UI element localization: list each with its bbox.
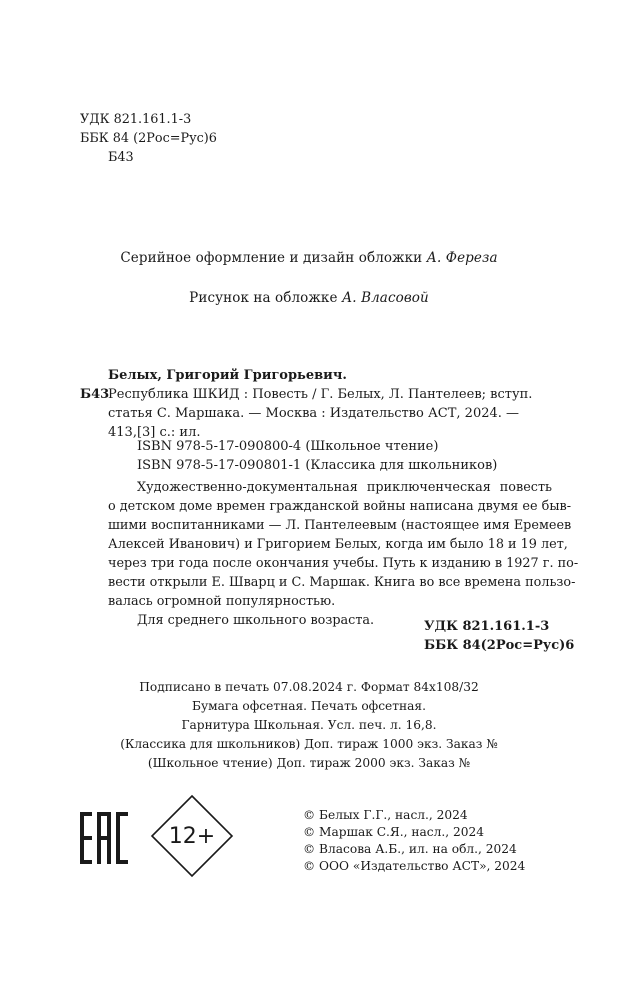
bbk-code: ББК 84 (2Рос=Рус)6 xyxy=(80,131,217,146)
isbn-school: ISBN 978-5-17-090800-4 (Школьное чтение) xyxy=(137,439,439,454)
copyright-line: © Власова А.Б., ил. на обл., 2024 xyxy=(303,842,517,856)
age-rating-label: 12+ xyxy=(168,823,216,849)
eac-mark-icon xyxy=(80,812,128,864)
imprint-line: Подписано в печать 07.08.2024 г. Формат 84х108/32 xyxy=(139,680,479,694)
design-credit-label: Серийное оформление и дизайн обложки xyxy=(120,250,423,266)
annotation-line: Алексей Иванович) и Григорием Белых, когда им было 18 и 19 лет, xyxy=(108,537,568,552)
copyright-line: © Белых Г.Г., насл., 2024 xyxy=(303,808,468,822)
author-mark: Б43 xyxy=(108,150,134,165)
age-note: Для среднего школьного возраста. xyxy=(137,613,375,628)
bib-line: Республика ШКИД : Повесть / Г. Белых, Л. Пантелеев; вступ. xyxy=(108,387,533,402)
imprint-line: Бумага офсетная. Печать офсетная. xyxy=(192,699,426,713)
udk-code: УДК 821.161.1-3 xyxy=(80,112,192,127)
bib-description xyxy=(108,385,548,442)
copyright-line: © ООО «Издательство АСТ», 2024 xyxy=(303,859,526,873)
bib-line: статья С. Маршака. — Москва : Издательство АСТ, 2024. — xyxy=(108,406,520,421)
udk-code-bold: УДК 821.161.1-3 xyxy=(424,619,550,634)
imprint-line: (Классика для школьников) Доп. тираж 1000 экз. Заказ № xyxy=(120,737,498,751)
cover-credit-name: А. Власовой xyxy=(341,290,429,306)
cover-credit xyxy=(0,290,618,306)
bib-author: Белых, Григорий Григорьевич. xyxy=(108,368,347,383)
copyright-block xyxy=(303,807,525,875)
library-indexes xyxy=(80,110,217,167)
design-credit xyxy=(0,250,618,266)
copyright-line: © Маршак С.Я., насл., 2024 xyxy=(303,825,484,839)
annotation-line: Художественно-документальная приключенческая повесть xyxy=(137,480,552,495)
annotation xyxy=(108,478,579,630)
annotation-line: шими воспитанниками — Л. Пантелеевым (настоящее имя Еремеев xyxy=(108,518,572,533)
imprint-line: (Школьное чтение) Доп. тираж 2000 экз. Заказ № xyxy=(147,756,471,770)
imprint-line: Гарнитура Школьная. Усл. печ. л. 16,8. xyxy=(181,718,437,732)
bbk-code-bold: ББК 84(2Рос=Рус)6 xyxy=(424,638,575,653)
annotation-line: валась огромной популярностью. xyxy=(108,594,336,609)
annotation-line: вести открыли Е. Шварц и С. Маршак. Книга во все времена пользо- xyxy=(108,575,576,590)
design-credit-name: А. Фереза xyxy=(426,250,498,266)
imprint xyxy=(0,678,618,773)
bib-line: 413,[3] с.: ил. xyxy=(108,425,201,440)
isbn-classics: ISBN 978-5-17-090801-1 (Классика для школьников) xyxy=(137,458,498,473)
annotation-line: о детском доме времен гражданской войны написана двумя ее быв- xyxy=(108,499,572,514)
bib-author-mark: Б43 xyxy=(80,387,110,402)
annotation-line: через три года после окончания учебы. Путь к изданию в 1927 г. по- xyxy=(108,556,579,571)
cover-credit-label: Рисунок на обложке xyxy=(189,290,338,306)
